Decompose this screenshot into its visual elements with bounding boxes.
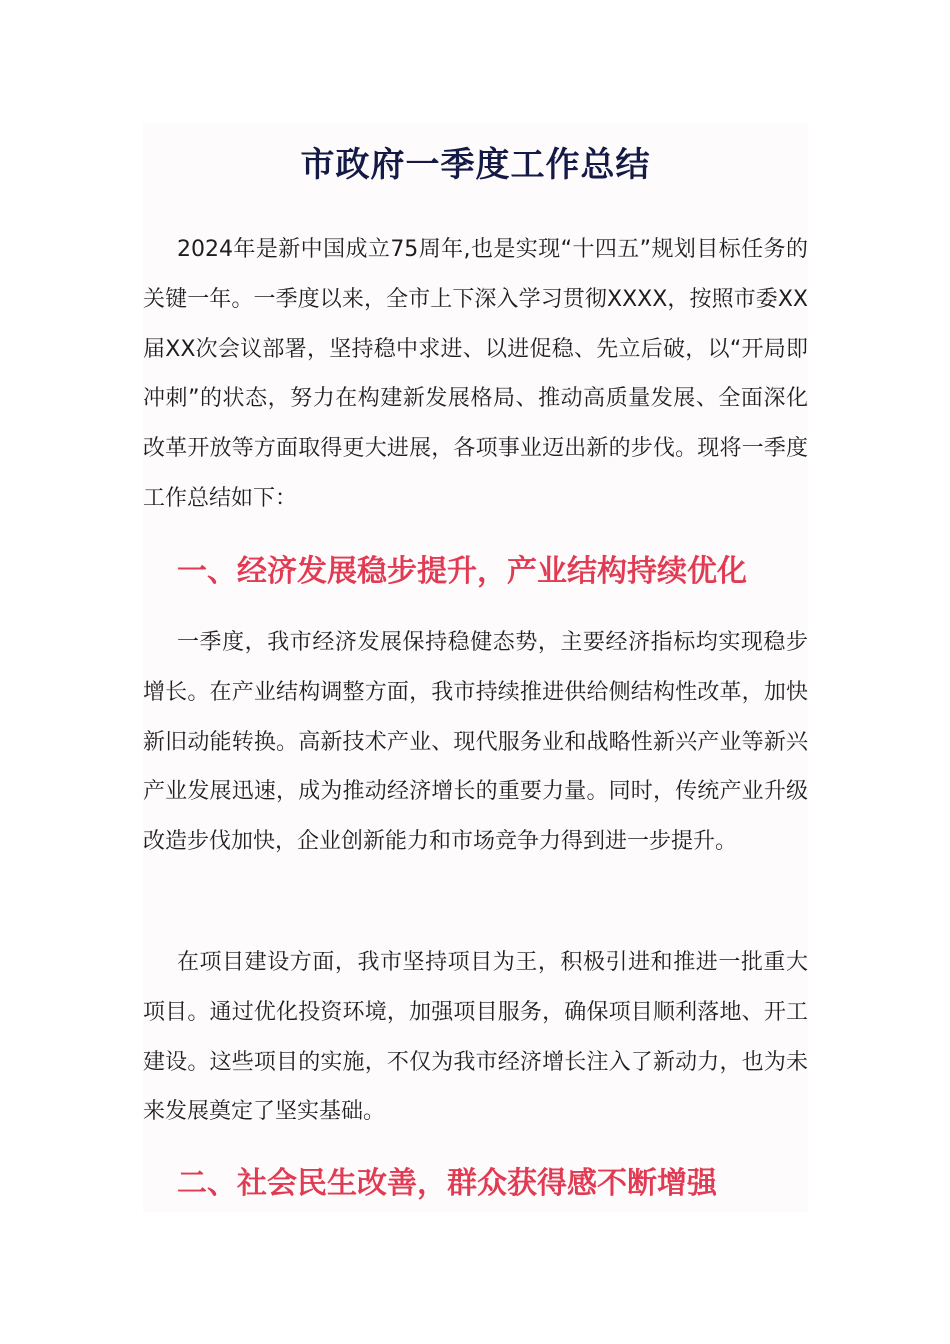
document-body <box>143 122 808 1212</box>
section-heading-livelihood: 二、社会民生改善，群众获得感不断增强 <box>177 1166 717 1201</box>
document-title: 市政府一季度工作总结 <box>300 145 651 185</box>
economy-paragraph-2: 在项目建设方面，我市坚持项目为王，积极引进和推进一批重大项目。通过优化投资环境，加强项目服务，确保项目顺利落地、开工建设。这些项目的实施，不仅为我市经济增长注入了新动力，也为未来发展奠定了坚实基础。 <box>143 950 808 1125</box>
intro-paragraph: 2024年是新中国成立75周年,也是实现“十四五”规划目标任务的关键一年。一季度以来，全市上下深入学习贯彻XXXX，按照市委XX届XX次会议部署，坚持稳中求进、以进促稳、先立后破，以“开局即冲刺”的状态，努力在构建新发展格局、推动高质量发展、全面深化改革开放等方面取得更大进展，各项事业迈出新的步伐。现将一季度工作总结如下： <box>143 237 808 511</box>
section-heading-economy: 一、经济发展稳步提升，产业结构持续优化 <box>177 554 747 589</box>
economy-paragraph-1: 一季度，我市经济发展保持稳健态势，主要经济指标均实现稳步增长。在产业结构调整方面，我市持续推进供给侧结构性改革，加快新旧动能转换。高新技术产业、现代服务业和战略性新兴产业等新兴产业发展迅速，成为推动经济增长的重要力量。同时，传统产业升级改造步伐加快，企业创新能力和市场竞争力得到进一步提升。 <box>143 630 808 855</box>
